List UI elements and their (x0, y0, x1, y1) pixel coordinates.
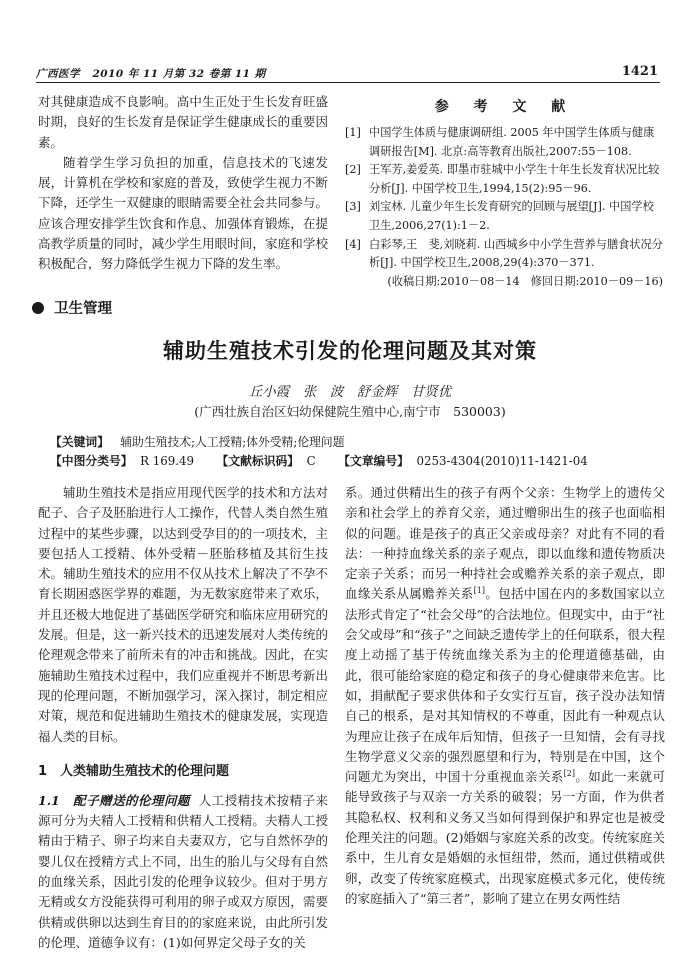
article-no-value: 0253-4304(2010)11-1421-04 (416, 454, 588, 468)
paragraph: 随着学生学习负担的加重，信息技术的飞速发展，计算机在学校和家庭的普及，致使学生视力不断下降，还学生一双健康的眼睛需要全社会共同参与。应该合理安排学生饮食和作息、加强体育锻炼，在提高教学质量的同时，减少学生用眼时间，家庭和学校积极配合，努力降低学生视力下降的发生率。 (38, 154, 328, 272)
reference-number: [2] (345, 163, 361, 177)
reference-number: [4] (345, 237, 361, 251)
reference-item (345, 124, 663, 161)
references-list (345, 124, 663, 303)
body-left-column (38, 483, 328, 953)
keywords-label: 【关键词】 (50, 435, 109, 449)
citation: [2] (563, 769, 575, 778)
paragraph-text: 人工授精技术按精子来源可分为夫精人工授精和供精人工授精。夫精人工授精由于精子、卵子均来自夫妻双方，它与自然怀孕的婴儿仅在授精方式上不同，出生的胎儿与父母有自然的血缘关系，因此引发的伦理争议较少。但对于男方无精或女方没能获得可利用的卵子或双方原因，需要供精或供卵以达到生育目的的家庭来说，由此所引发的伦理、道德争议有：(1)如何界定父母子女的关 (38, 792, 328, 950)
article-affiliation: (广西壮族自治区妇幼保健院生殖中心,南宁市 530003) (194, 404, 506, 419)
bullet-dot-icon (32, 302, 44, 314)
reference-text: 刘宝林. 儿童少年生长发育研究的回顾与展望[J]. 中国学校卫生,2006,27(1):1－2. (369, 200, 654, 232)
section-heading (32, 297, 112, 318)
header-rule (36, 82, 660, 83)
keywords: 辅助生殖技术;人工授精;体外受精;伦理问题 (120, 435, 345, 449)
page-number: 1421 (621, 64, 658, 79)
article-metadata (50, 433, 588, 471)
clc-label: 【中图分类号】 (50, 454, 133, 468)
paragraph (38, 791, 328, 953)
journal-header (36, 66, 266, 81)
reference-item (345, 236, 663, 273)
paragraph (345, 483, 665, 909)
citation: [1] (473, 586, 485, 596)
references-title: 参 考 文 献 (434, 99, 576, 115)
doc-code-value: C (306, 454, 316, 468)
reference-text: 中国学生体质与健康调研组. 2005 年中国学生体质与健康调研报告[M]. 北京:高等教育出版社,2007:55－108. (369, 126, 655, 158)
subsection-heading: 1.1 配子赠送的伦理问题 (38, 792, 190, 808)
article-no-label: 【文章编号】 (338, 454, 409, 468)
section-heading-1: 1 人类辅助生殖技术的伦理问题 (38, 763, 230, 779)
paragraph: 对其健康造成不良影响。高中生正处于生长发育旺盛时期，良好的生长发育是保证学生健康成长的重要因素。 (38, 94, 328, 150)
paragraph-text: 。如此一来就可能导致孩子与双亲一方关系的破裂；另一方面，作为供者其隐私权、权利和义务又当如何得到保护和界定也是被受伦理关注的问题。(2)婚姻与家庭关系的改变。传统家庭关系中，生儿育女是婚姻的永恒纽带，然而，通过供精或供卵，改变了传统家庭模式，出现家庭模式多元化，使传统的家庭插入了“第三者”，影响了建立在男女两性结 (345, 769, 665, 906)
reference-item (345, 198, 663, 235)
classification-line (50, 452, 588, 471)
reference-item (345, 161, 663, 198)
paragraph-text: 系。通过供精出生的孩子有两个父亲：生物学上的遗传父亲和社会学上的养育父亲，通过赠卵出生的孩子也面临相似的问题。谁是孩子的真正父亲或母亲？对此有不同的看法：一种持血缘关系的亲子观点，即以血缘和遗传物质决定亲子关系；而另一种持社会或赡养关系的亲子观点，即血缘关系从属赡养关系 (345, 485, 665, 602)
paragraph: 辅助生殖技术是指应用现代医学的技术和方法对配子、合子及胚胎进行人工操作，代替人类自然生殖过程中的某些步骤，以达到受孕目的的一项技术，主要包括人工授精、体外受精－胚胎移植及其衍生技术。辅助生殖技术的应用不仅从技术上解决了不孕不育长期困惑医学界的难题，为无数家庭带来了欢乐，并且还极大地促进了基础医学研究和临床应用研究的发展。但是，这一新兴技术的迅速发展对人类传统的伦理观念带来了前所未有的冲击和挑战。因此，在实施辅助生殖技术过程中，我们应重视并不断思考新出现的伦理问题，不断加强学习，深入探讨，制定相应对策，规范和促进辅助生殖技术的健康发展，实现造福人类的目标。 (38, 485, 328, 744)
clc-value: R 169.49 (140, 454, 195, 468)
paragraph-text: 。包括中国在内的多数国家以立法形式肯定了“社会父母”的合法地位。但现实中，由于“社会父或母”和“孩子”之间缺乏遗传学上的任何联系，很大程度上动摇了基于传统血缘关系为主的伦理道德基础，由此，很可能给家庭的稳定和孩子的身心健康带来危害。比如，捐献配子要求供体和子女实行互盲，孩子没办法知情自己的根系，是对其知情权的不尊重，因此有一种观点认为理应让孩子在成年后知情，但孩子一旦知情，会有寻找生物学意义父亲的强烈愿望和行为，特别是在中国，这个问题尤为突出，中国十分重视血亲关系 (345, 586, 665, 785)
reference-number: [1] (345, 126, 361, 139)
reference-text: 王军芳,姜爱英. 即墨市驻城中小学生十年生长发育状况比较分析[J]. 中国学校卫生,1994,15(2):95－96. (369, 163, 660, 195)
received-dates: (收稿日期:2010－08－14 修回日期:2010－09－16) (387, 274, 663, 288)
keywords-line (50, 433, 588, 452)
reference-text: 白彩琴,王 斐,刘晓莉. 山西城乡中小学生营养与膳食状况分析[J]. 中国学校卫生,2008,29(4):370－371. (369, 237, 663, 270)
section-label: 卫生管理 (54, 300, 112, 317)
previous-article-end (38, 92, 328, 275)
body-right-column (345, 483, 665, 909)
journal-issue: 2010 年 11 月第 32 卷第 11 期 (92, 68, 266, 80)
article-title: 辅助生殖技术引发的伦理问题及其对策 (163, 338, 537, 363)
journal-name: 广西医学 (36, 68, 80, 80)
article-authors: 丘小霞 张 波 舒金辉 甘贤优 (248, 384, 452, 400)
doc-code-label: 【文献标识码】 (216, 454, 300, 468)
reference-number: [3] (345, 200, 361, 214)
